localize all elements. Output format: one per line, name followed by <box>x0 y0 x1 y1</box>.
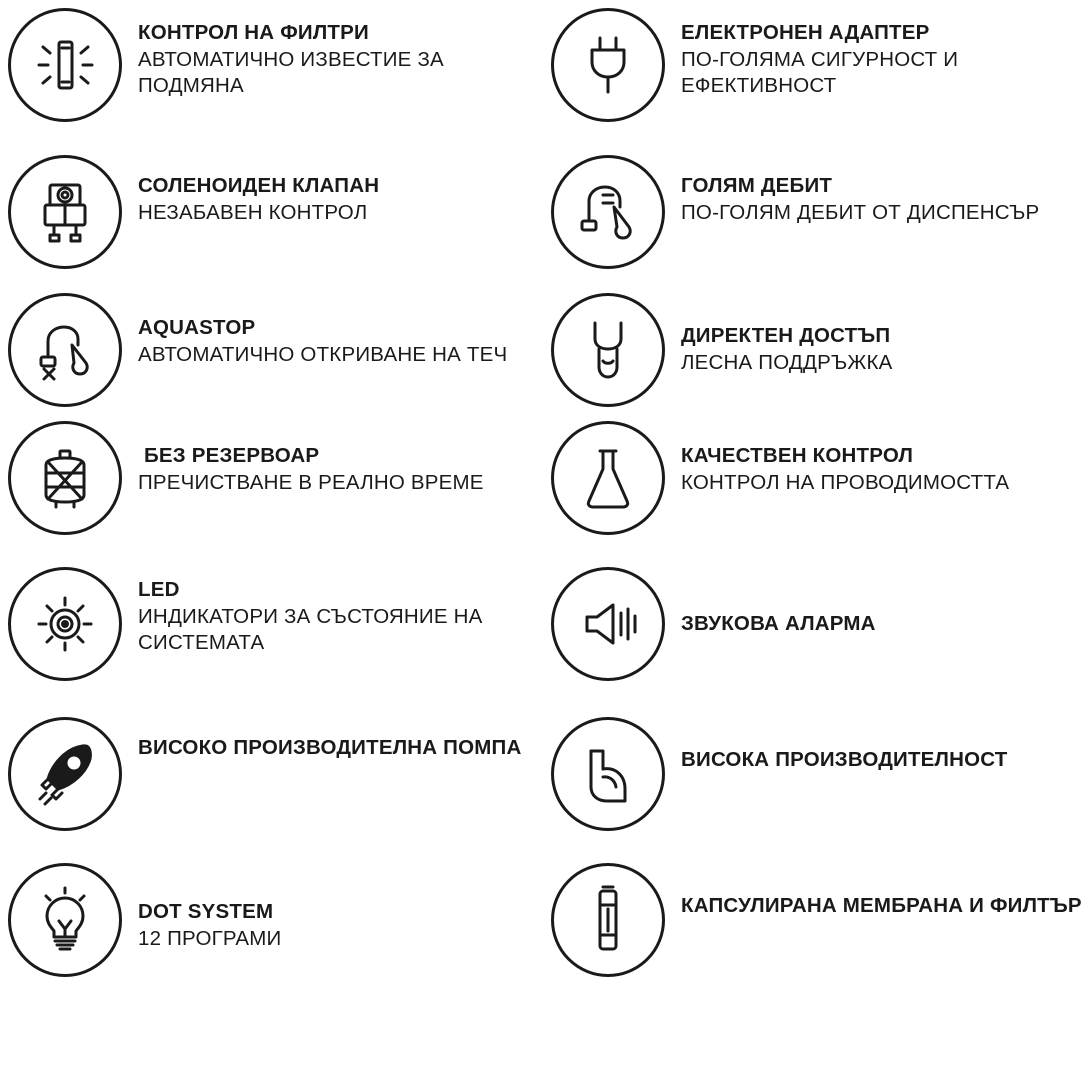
feature-subtitle: 12 ПРОГРАМИ <box>138 926 282 950</box>
feature-subtitle: ПО-ГОЛЯМ ДЕБИТ ОТ ДИСПЕНСЪР <box>681 200 1040 224</box>
feature-title: ВИСОКА ПРОИЗВОДИТЕЛНОСТ <box>681 748 1008 771</box>
power-plug-icon <box>551 8 665 122</box>
feature-text <box>122 567 543 656</box>
feature-title: AQUASTOP <box>138 316 256 339</box>
feature-item <box>8 567 543 717</box>
led-indicator-icon <box>8 567 122 681</box>
flask-icon <box>551 421 665 535</box>
feature-text <box>122 293 507 368</box>
feature-subtitle: ЛЕСНА ПОДДРЪЖКА <box>681 350 893 374</box>
feature-item <box>551 155 1085 293</box>
feature-text <box>122 717 521 762</box>
feature-item <box>8 717 543 863</box>
feature-subtitle: АВТОМАТИЧНО ИЗВЕСТИЕ ЗА ПОДМЯНА <box>138 47 444 97</box>
feature-item <box>8 8 543 155</box>
feature-subtitle: ПО-ГОЛЯМА СИГУРНОСТ И ЕФЕКТИВНОСТ <box>681 47 959 97</box>
feature-text <box>665 155 1039 226</box>
feature-item <box>8 421 543 567</box>
aquastop-icon <box>8 293 122 407</box>
feature-text <box>665 293 893 376</box>
feature-text <box>122 8 543 99</box>
feature-text <box>122 155 379 226</box>
feature-title: LED <box>138 578 180 601</box>
right-feature-column <box>543 0 1085 1089</box>
uv-lamp-icon <box>8 8 122 122</box>
no-tank-icon <box>8 421 122 535</box>
feature-title: КАЧЕСТВЕН КОНТРОЛ <box>681 444 914 467</box>
feature-text <box>665 567 876 638</box>
feature-title: ВИСОКО ПРОИЗВОДИТЕЛНА ПОМПА <box>138 736 522 759</box>
speaker-alarm-icon <box>551 567 665 681</box>
feature-title: КОНТРОЛ НА ФИЛТРИ <box>138 21 369 44</box>
feature-title: ЗВУКОВА АЛАРМА <box>681 612 876 635</box>
solenoid-valve-icon <box>8 155 122 269</box>
feature-text <box>665 421 1009 496</box>
feature-text <box>665 863 1082 920</box>
feature-text <box>665 717 1008 774</box>
feature-item <box>8 863 543 1003</box>
feature-item <box>8 155 543 293</box>
feature-title: КАПСУЛИРАНА МЕМБРАНА И ФИЛТЪР <box>681 894 1082 917</box>
feature-subtitle: АВТОМАТИЧНО ОТКРИВАНЕ НА ТЕЧ <box>138 342 508 366</box>
feature-subtitle: ИНДИКАТОРИ ЗА СЪСТОЯНИЕ НА СИСТЕМАТА <box>138 604 483 654</box>
feature-title: ЕЛЕКТРОНЕН АДАПТЕР <box>681 21 930 44</box>
feature-text <box>665 8 1085 99</box>
feature-title: БЕЗ РЕЗЕРВОАР <box>144 444 320 467</box>
feature-subtitle: НЕЗАБАВЕН КОНТРОЛ <box>138 200 368 224</box>
feature-item <box>8 293 543 421</box>
faucet-flow-icon <box>551 155 665 269</box>
feature-subtitle: КОНТРОЛ НА ПРОВОДИМОСТТА <box>681 470 1010 494</box>
feature-subtitle: ПРЕЧИСТВАНЕ В РЕАЛНО ВРЕМЕ <box>138 470 484 494</box>
rocket-icon <box>8 717 122 831</box>
feature-title: DOT SYSTEM <box>138 900 274 923</box>
feature-title: ДИРЕКТЕН ДОСТЪП <box>681 324 891 347</box>
feature-item <box>551 421 1085 567</box>
feature-text <box>122 421 484 496</box>
feature-item <box>551 863 1085 1003</box>
feature-item <box>551 717 1085 863</box>
feature-title: ГОЛЯМ ДЕБИТ <box>681 174 833 197</box>
feature-item <box>551 293 1085 421</box>
flexed-arm-icon <box>551 717 665 831</box>
feature-item <box>551 567 1085 717</box>
feature-text <box>122 863 282 952</box>
feature-title: СОЛЕНОИДЕН КЛАПАН <box>138 174 380 197</box>
feature-item <box>551 8 1085 155</box>
wrench-icon <box>551 293 665 407</box>
lightbulb-icon <box>8 863 122 977</box>
encapsulated-filter-icon <box>551 863 665 977</box>
